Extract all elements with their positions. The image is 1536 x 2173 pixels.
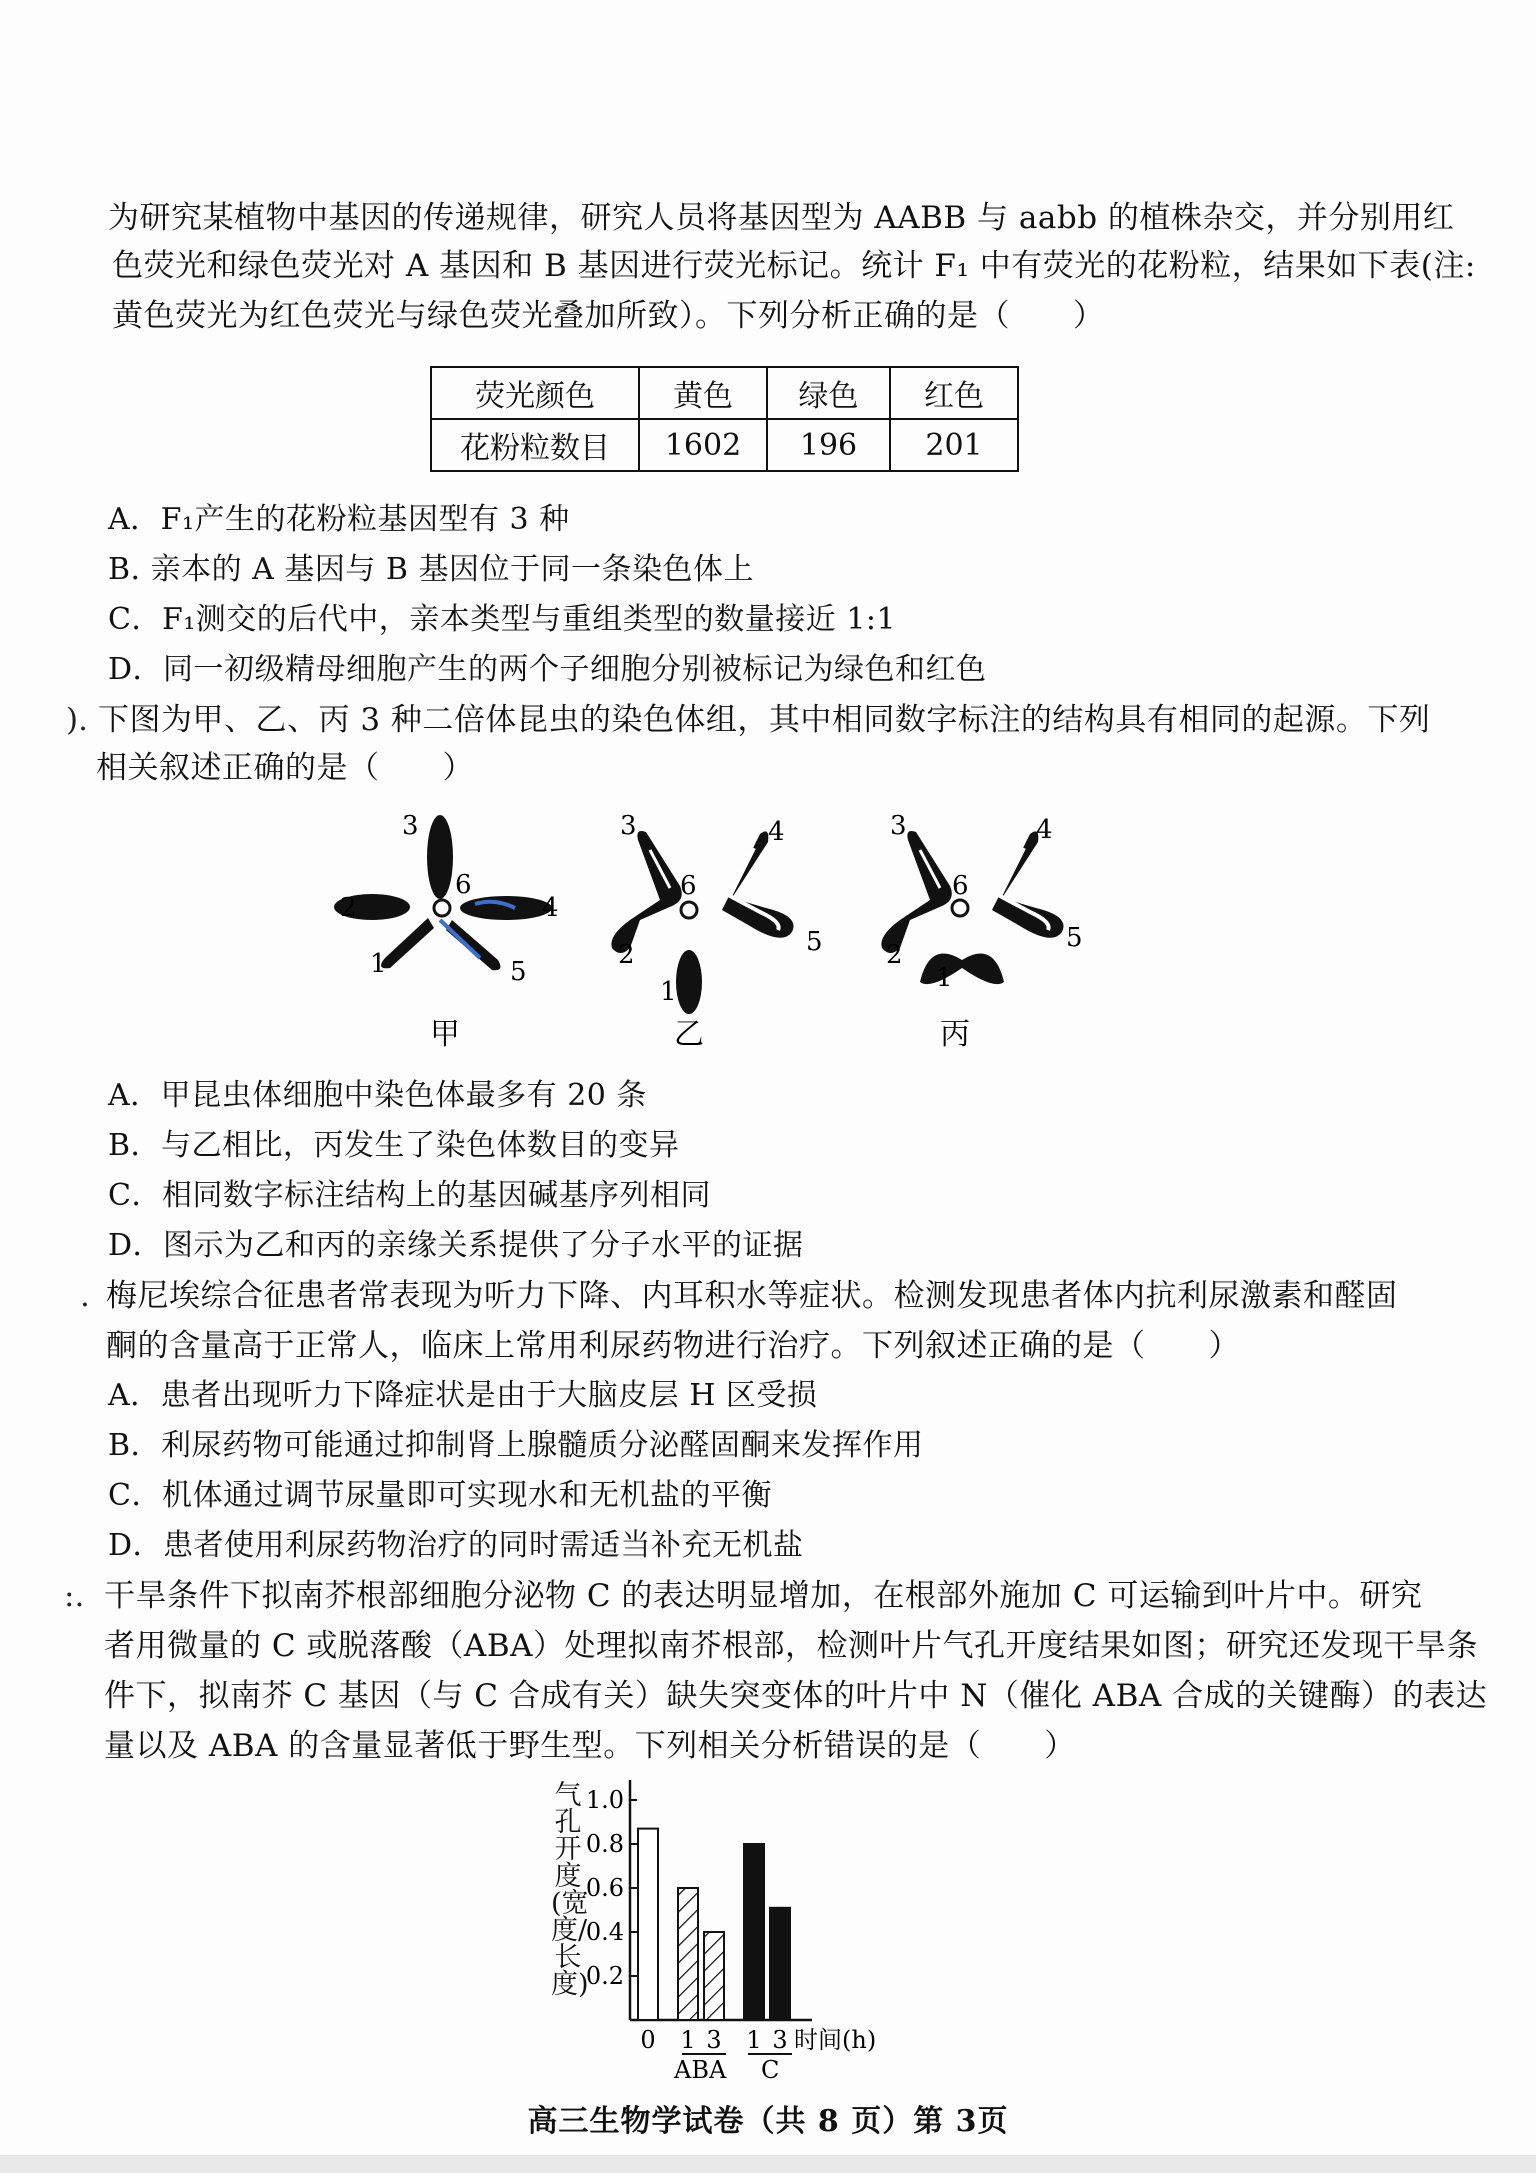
chart-y-tick-label: 0.8 xyxy=(585,1830,624,1858)
karyotype-bing xyxy=(881,811,1082,1052)
diagram-number: 5 xyxy=(806,927,823,957)
scan-edge xyxy=(0,2155,1536,2173)
table-cell: 黄色 xyxy=(639,367,767,419)
q4-stem-line-1: 干旱条件下拟南芥根部细胞分泌物 C 的表达明显增加，在根部外施加 C 可运输到叶片中。研究 xyxy=(104,1578,1423,1614)
diagram-number: 3 xyxy=(620,811,637,841)
q1-option-a: A．F₁产生的花粉粒基因型有 3 种 xyxy=(108,502,570,537)
q3-stem-line-2: 酮的含量高于正常人，临床上常用利尿药物进行治疗。下列叙述正确的是（ ） xyxy=(106,1328,1240,1364)
diagram-number: 5 xyxy=(1066,923,1083,953)
q3-number: . xyxy=(80,1278,90,1314)
diagram-number: 4 xyxy=(1036,815,1053,845)
chart-y-tick-label: 0.2 xyxy=(585,1962,624,1990)
q2-stem-line-2: 相关叙述正确的是（ ） xyxy=(96,750,474,786)
table-cell: 196 xyxy=(767,419,890,471)
diagram-number: 3 xyxy=(402,811,419,841)
chart-ylabel: 气孔开度(宽度/长度) xyxy=(551,1780,589,2000)
chart-x-tick-label: 3 xyxy=(772,2026,788,2054)
chart-group-label-aba: ABA xyxy=(674,2056,727,2084)
table-row xyxy=(431,419,1018,471)
q1-stem-line-1: 为研究某植物中基因的传递规律，研究人员将基因型为 AABB 与 aabb 的植株杂交，并分别用红 xyxy=(108,200,1455,236)
chart-x-tick-label: 0 xyxy=(640,2026,656,2054)
label-bing: 丙 xyxy=(940,1017,970,1052)
chart-y-tick-label: 0.6 xyxy=(585,1874,624,1902)
q3-option-a: A．患者出现听力下降症状是由于大脑皮层 H 区受损 xyxy=(108,1378,818,1413)
q4-stem-line-2: 者用微量的 C 或脱落酸（ABA）处理拟南芥根部，检测叶片气孔开度结果如图；研究还发现干旱条 xyxy=(104,1628,1478,1664)
q2-option-d: D．图示为乙和丙的亲缘关系提供了分子水平的证据 xyxy=(108,1228,804,1263)
diagram-number: 5 xyxy=(510,957,527,987)
fluorescence-table xyxy=(430,366,1019,472)
table-cell: 绿色 xyxy=(767,367,890,419)
label-jia: 甲 xyxy=(430,1017,460,1052)
chart-y-tick-label: 0.4 xyxy=(585,1918,624,1946)
chart-bar xyxy=(638,1829,658,2020)
table-cell: 荧光颜色 xyxy=(431,367,639,419)
diagram-number: 4 xyxy=(768,817,785,847)
q2-number: ). xyxy=(66,702,88,738)
q4-stem-line-4: 量以及 ABA 的含量显著低于野生型。下列相关分析错误的是（ ） xyxy=(104,1728,1076,1764)
chart-group-label-c: C xyxy=(761,2056,780,2084)
karyotype-jia xyxy=(334,811,559,1052)
q2-option-c: C．相同数字标注结构上的基因碱基序列相同 xyxy=(108,1178,711,1213)
q1-stem-line-2: 色荧光和绿色荧光对 A 基因和 B 基因进行荧光标记。统计 F₁ 中有荧光的花粉粒，结果如下表(注: xyxy=(112,248,1476,284)
diagram-number: 2 xyxy=(886,940,903,970)
table-cell: 201 xyxy=(890,419,1018,471)
q4-number: :. xyxy=(64,1578,85,1614)
diagram-number: 1 xyxy=(660,977,677,1007)
diagram-number: 4 xyxy=(542,893,559,923)
q2-option-b: B．与乙相比，丙发生了染色体数目的变异 xyxy=(108,1128,680,1163)
diagram-number: 1 xyxy=(936,963,953,993)
q4-stem-line-3: 件下，拟南芥 C 基因（与 C 合成有关）缺失突变体的叶片中 N（催化 ABA 合成的关键酶）的表达 xyxy=(104,1678,1488,1714)
q3-option-b: B．利尿药物可能通过抑制肾上腺髓质分泌醛固酮来发挥作用 xyxy=(108,1428,924,1463)
table-cell: 花粉粒数目 xyxy=(431,419,639,471)
q1-option-d: D．同一初级精母细胞产生的两个子细胞分别被标记为绿色和红色 xyxy=(108,652,987,687)
q2-stem-line-1: 下图为甲、乙、丙 3 种二倍体昆虫的染色体组，其中相同数字标注的结构具有相同的起源。下列 xyxy=(98,702,1431,738)
q2-option-a: A．甲昆虫体细胞中染色体最多有 20 条 xyxy=(108,1078,647,1113)
diagram-number: 6 xyxy=(680,871,697,901)
table-header-row xyxy=(431,367,1018,419)
chart-y-tick-label: 1.0 xyxy=(585,1786,624,1814)
chart-bar xyxy=(678,1888,698,2020)
chart-x-tick-label: 3 xyxy=(706,2026,722,2054)
q3-option-d: D．患者使用利尿药物治疗的同时需适当补充无机盐 xyxy=(108,1528,804,1563)
chart-bar xyxy=(744,1844,764,2020)
table-cell: 红色 xyxy=(890,367,1018,419)
stomata-bar-chart xyxy=(580,1772,940,2092)
chart-x-tick-label: 1 xyxy=(680,2026,696,2054)
diagram-number: 1 xyxy=(370,949,387,979)
q3-stem-line-1: 梅尼埃综合征患者常表现为听力下降、内耳积水等症状。检测发现患者体内抗利尿激素和醛固 xyxy=(106,1278,1398,1314)
diagram-number: 3 xyxy=(890,811,907,841)
chart-bar xyxy=(770,1908,790,2020)
q1-option-b: B. 亲本的 A 基因与 B 基因位于同一条染色体上 xyxy=(108,552,754,587)
diagram-number: 6 xyxy=(952,871,969,901)
diagram-number: 2 xyxy=(340,893,357,923)
q3-option-c: C．机体通过调节尿量即可实现水和无机盐的平衡 xyxy=(108,1478,772,1513)
karyotype-yi xyxy=(611,811,822,1052)
diagram-number: 2 xyxy=(618,940,635,970)
chromosome-diagram xyxy=(330,800,1130,1070)
table-cell: 1602 xyxy=(639,419,767,471)
label-yi: 乙 xyxy=(674,1017,704,1052)
page-footer: 高三生物学试卷（共 8 页）第 3页 xyxy=(527,2104,1009,2139)
chart-bar xyxy=(704,1932,724,2020)
chart-xlabel: 时间(h) xyxy=(794,2026,877,2054)
q1-stem-line-3: 黄色荧光为红色荧光与绿色荧光叠加所致）。下列分析正确的是（ ） xyxy=(112,298,1105,334)
diagram-number: 6 xyxy=(455,870,472,900)
chart-x-tick-label: 1 xyxy=(746,2026,762,2054)
q1-option-c: C．F₁测交的后代中，亲本类型与重组类型的数量接近 1:1 xyxy=(108,602,897,637)
